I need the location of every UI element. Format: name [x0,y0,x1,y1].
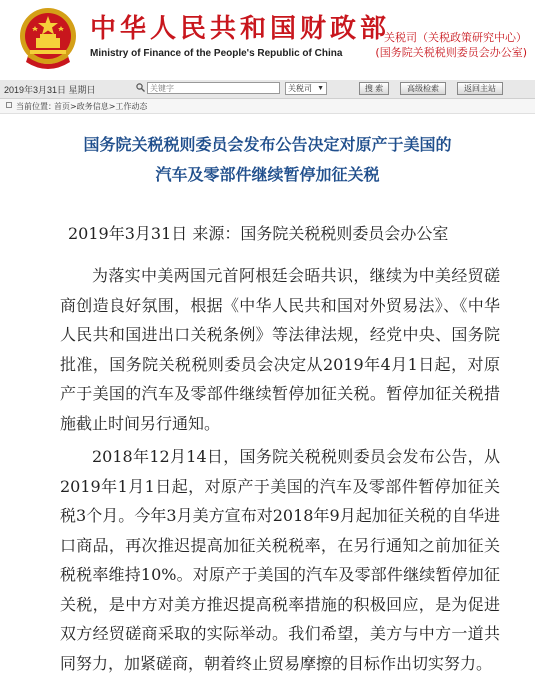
article-title-line-2: 汽车及零部件继续暂停加征关税 [155,165,380,184]
site-title-en: Ministry of Finance of the People's Republic of China [90,48,343,59]
department-line-1: 关税司（关税政策研究中心） [384,31,527,44]
breadcrumb-label: 当前位置： [16,102,56,111]
back-to-main-site-button[interactable]: 返回主站 [457,82,503,95]
breadcrumb [0,99,535,114]
article-paragraph-1: 为落实中美两国元首阿根廷会晤共识，继续为中美经贸磋商创造良好氛围，根据《中华人民共和国对外贸易法》、《中华人民共和国进出口关税条例》等法律法规，经党中央、国务院批准，国务院关税税则委员会决定从2019年4月1日起，对原产于美国的汽车及零部件继续暂停加征关税。暂停加征关税措施截止时间另行通知。 [60,266,500,433]
article-paragraph-2: 2018年12月14日，国务院关税税则委员会发布公告，从2019年1月1日起，对原产于美国的汽车及零部件暂停加征关税3个月。今年3月美方宣布对2018年9月起加征关税的自华进口商品，再次推迟提高加征关税税率，在另行通知之前加征关税税率维持10%。对原产于美国的汽车及零部件继续暂停加征关税，是中方对美方推迟提高税率措施的积极回应，是为促进双方经贸磋商采取的实际举动。我们希望，美方与中方一道共同努力，加紧磋商，朝着终止贸易摩擦的目标作出切实努力。 [60,447,500,673]
site-title-cn: 中华人民共和国财政部 [90,14,391,44]
search-input[interactable] [147,82,280,94]
article-title [0,130,535,190]
department-line-2: (国务院关税税则委员会办公室) [375,46,527,59]
department-name [375,30,527,60]
advanced-search-button[interactable]: 高级检索 [400,82,446,95]
toolbar [0,80,535,99]
chevron-down-icon: ▼ [317,85,324,92]
article-title-line-1: 国务院关税税则委员会发布公告决定对原产于美国的 [83,135,452,154]
search-scope-select[interactable] [285,82,327,95]
search-button[interactable]: 搜 索 [359,82,389,95]
current-date: 2019年3月31日 星期日 [4,85,96,95]
location-icon [6,102,12,108]
breadcrumb-path[interactable]: 首页>政务信息>工作动态 [54,102,148,111]
article-meta: 2019年3月31日 来源：国务院关税税则委员会办公室 [68,224,449,243]
search-icon[interactable] [136,83,145,92]
site-header [0,0,535,80]
national-emblem-icon [18,6,78,72]
search-scope-value: 关税司 [288,84,312,93]
